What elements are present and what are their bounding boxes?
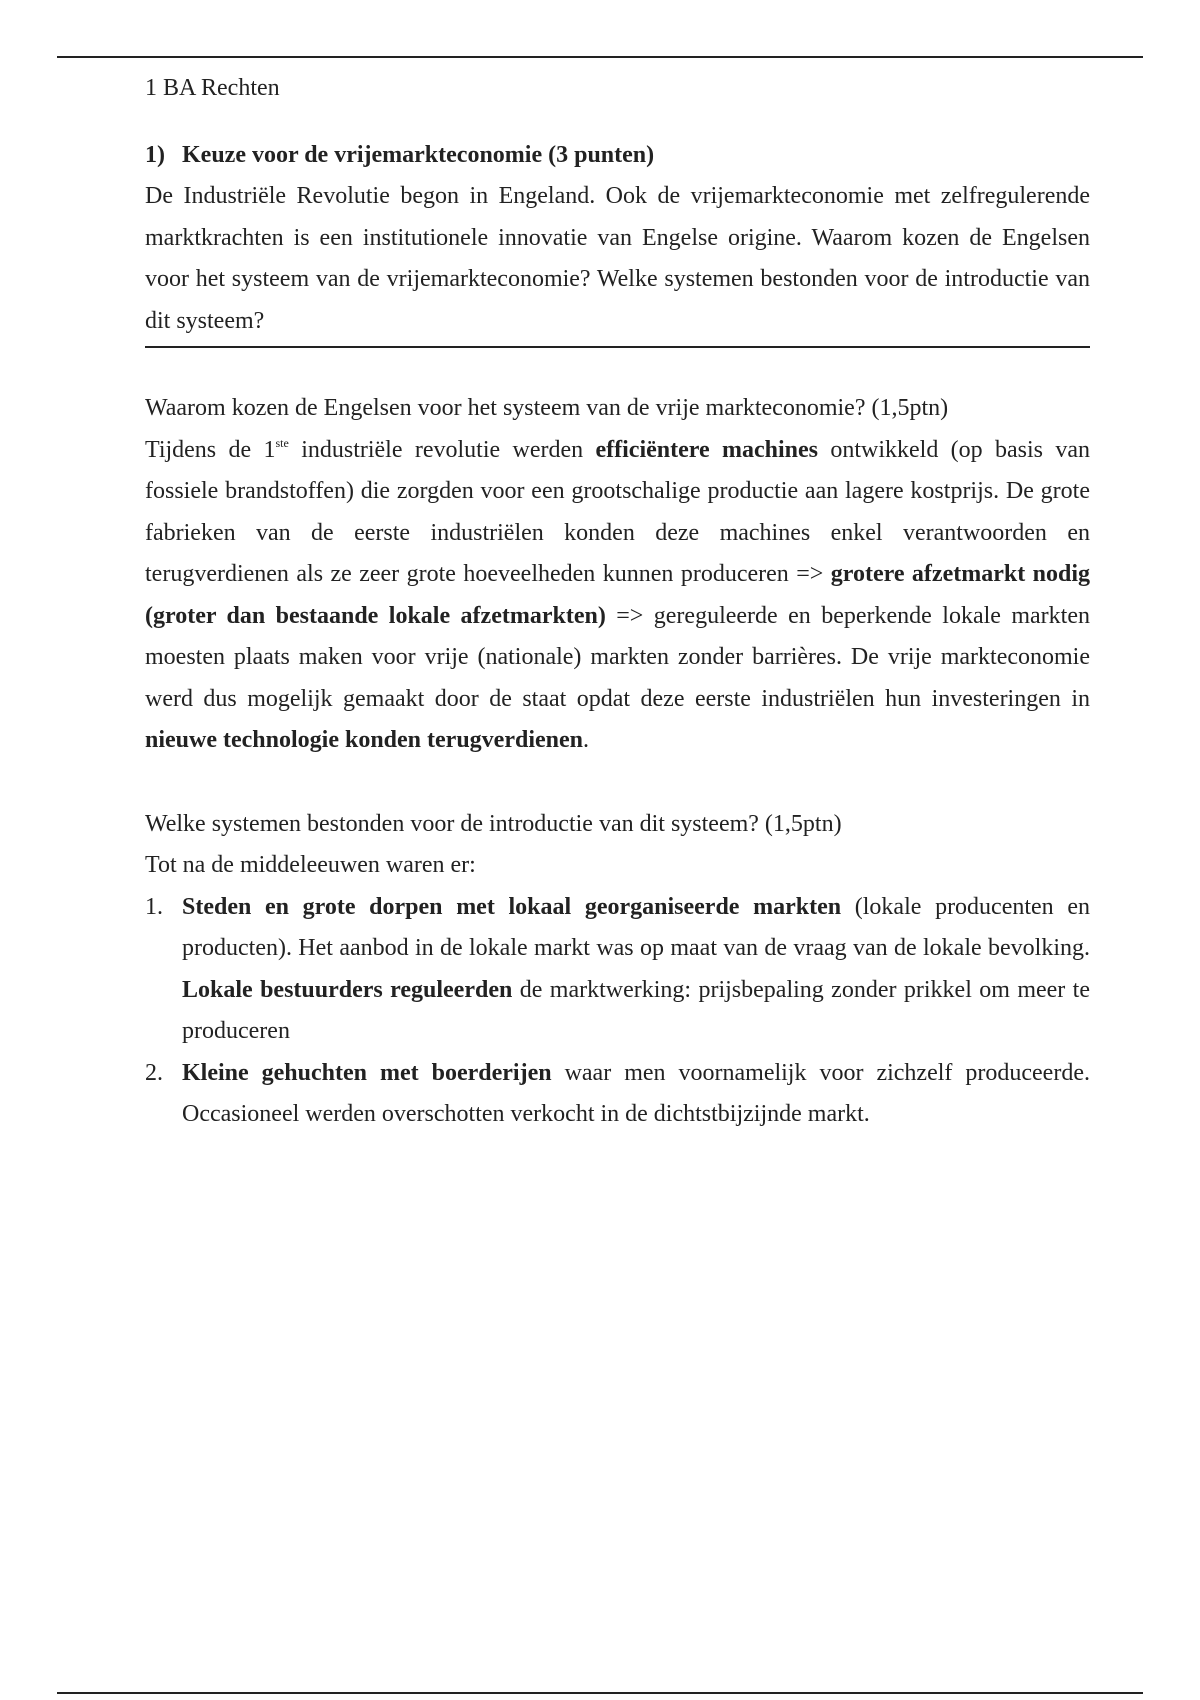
answer1-bold-1: efficiëntere machines: [595, 436, 818, 463]
question-title: [145, 135, 1090, 177]
answer2-heading: Welke systemen bestonden voor de introductie van dit systeem? (1,5ptn): [145, 810, 842, 837]
list-item-bold-1: Kleine gehuchten met boerderijen: [182, 1059, 552, 1086]
list-item-marker: 1.: [145, 893, 163, 920]
answer1-superscript: ste: [275, 435, 289, 450]
list-item-bold-2: Lokale bestuurders reguleerden: [182, 976, 513, 1003]
answer1-text-4: => gereguleerde en beperkende lokale markten moesten plaats maken voor vrije (nationale) markten zonder barrières. De vrije markteconomie werd dus mogelijk gemaakt door de staat opdat deze eerste industriëlen hun investeringen in: [145, 602, 1090, 712]
question-body: De Industriële Revolutie begon in Engeland. Ook de vrijemarkteconomie met zelfregulerende marktkrachten is een institutionele innovatie van Engelse origine. Waarom kozen de Engelsen voor het systeem van de vrijemarkteconomie? Welke systemen bestonden voor de introductie van dit systeem?: [145, 176, 1090, 348]
list-item-bold-1: Steden en grote dorpen met lokaal georganiseerde markten: [182, 893, 842, 920]
answer1-heading: Waarom kozen de Engelsen voor het systeem van de vrije markteconomie? (1,5ptn): [145, 395, 949, 421]
list-item-text-1: waar men voornamelijk voor zichzelf produceerde. Occasioneel werden overschotten verkocht in de dichtstbijzijnde markt.: [182, 1059, 1090, 1127]
answer1-paragraph: [145, 430, 1090, 762]
answer1-bold-2: grotere afzetmarkt nodig (groter dan bestaande lokale afzetmarkten): [145, 561, 1091, 629]
list-item-text-1: (lokale producenten en producten). Het aanbod in de lokale markt was op maat van de vraag van de lokale bevolking.: [182, 893, 1090, 961]
document-body: [145, 68, 1090, 1136]
top-rule: [57, 56, 1143, 58]
answer1-text-2: industriële revolutie werden: [288, 436, 596, 463]
answer1-text-3: ontwikkeld (op basis van fossiele brandstoffen) die zorgden voor een grootschalige productie aan lagere kostprijs. De grote fabrieken van de eerste industriëlen konden deze machines enkel verantwoorden en terugverdienen als ze zeer grote hoeveelheden kunnen produceren =>: [145, 436, 1091, 587]
answer1-bold-3: nieuwe technologie konden terugverdienen: [145, 727, 583, 753]
list-item: [145, 887, 1090, 1053]
list-item-marker: 2.: [145, 1059, 163, 1086]
list-item: [145, 1053, 1090, 1136]
question-title-text: Keuze voor de vrijemarkteconomie (3 punten): [182, 141, 655, 168]
bottom-rule: [57, 1692, 1143, 1694]
answer2-intro: Tot na de middeleeuwen waren er:: [145, 852, 476, 878]
course-header: 1 BA Rechten: [145, 75, 280, 101]
answer1-text-5: .: [583, 727, 589, 753]
list-item-text-2: de marktwerking: prijsbepaling zonder prikkel om meer te produceren: [182, 976, 1091, 1044]
answer1-text-1: Tijdens de 1: [145, 436, 276, 463]
question-number: 1): [145, 141, 165, 168]
systems-list: [145, 887, 1090, 1136]
